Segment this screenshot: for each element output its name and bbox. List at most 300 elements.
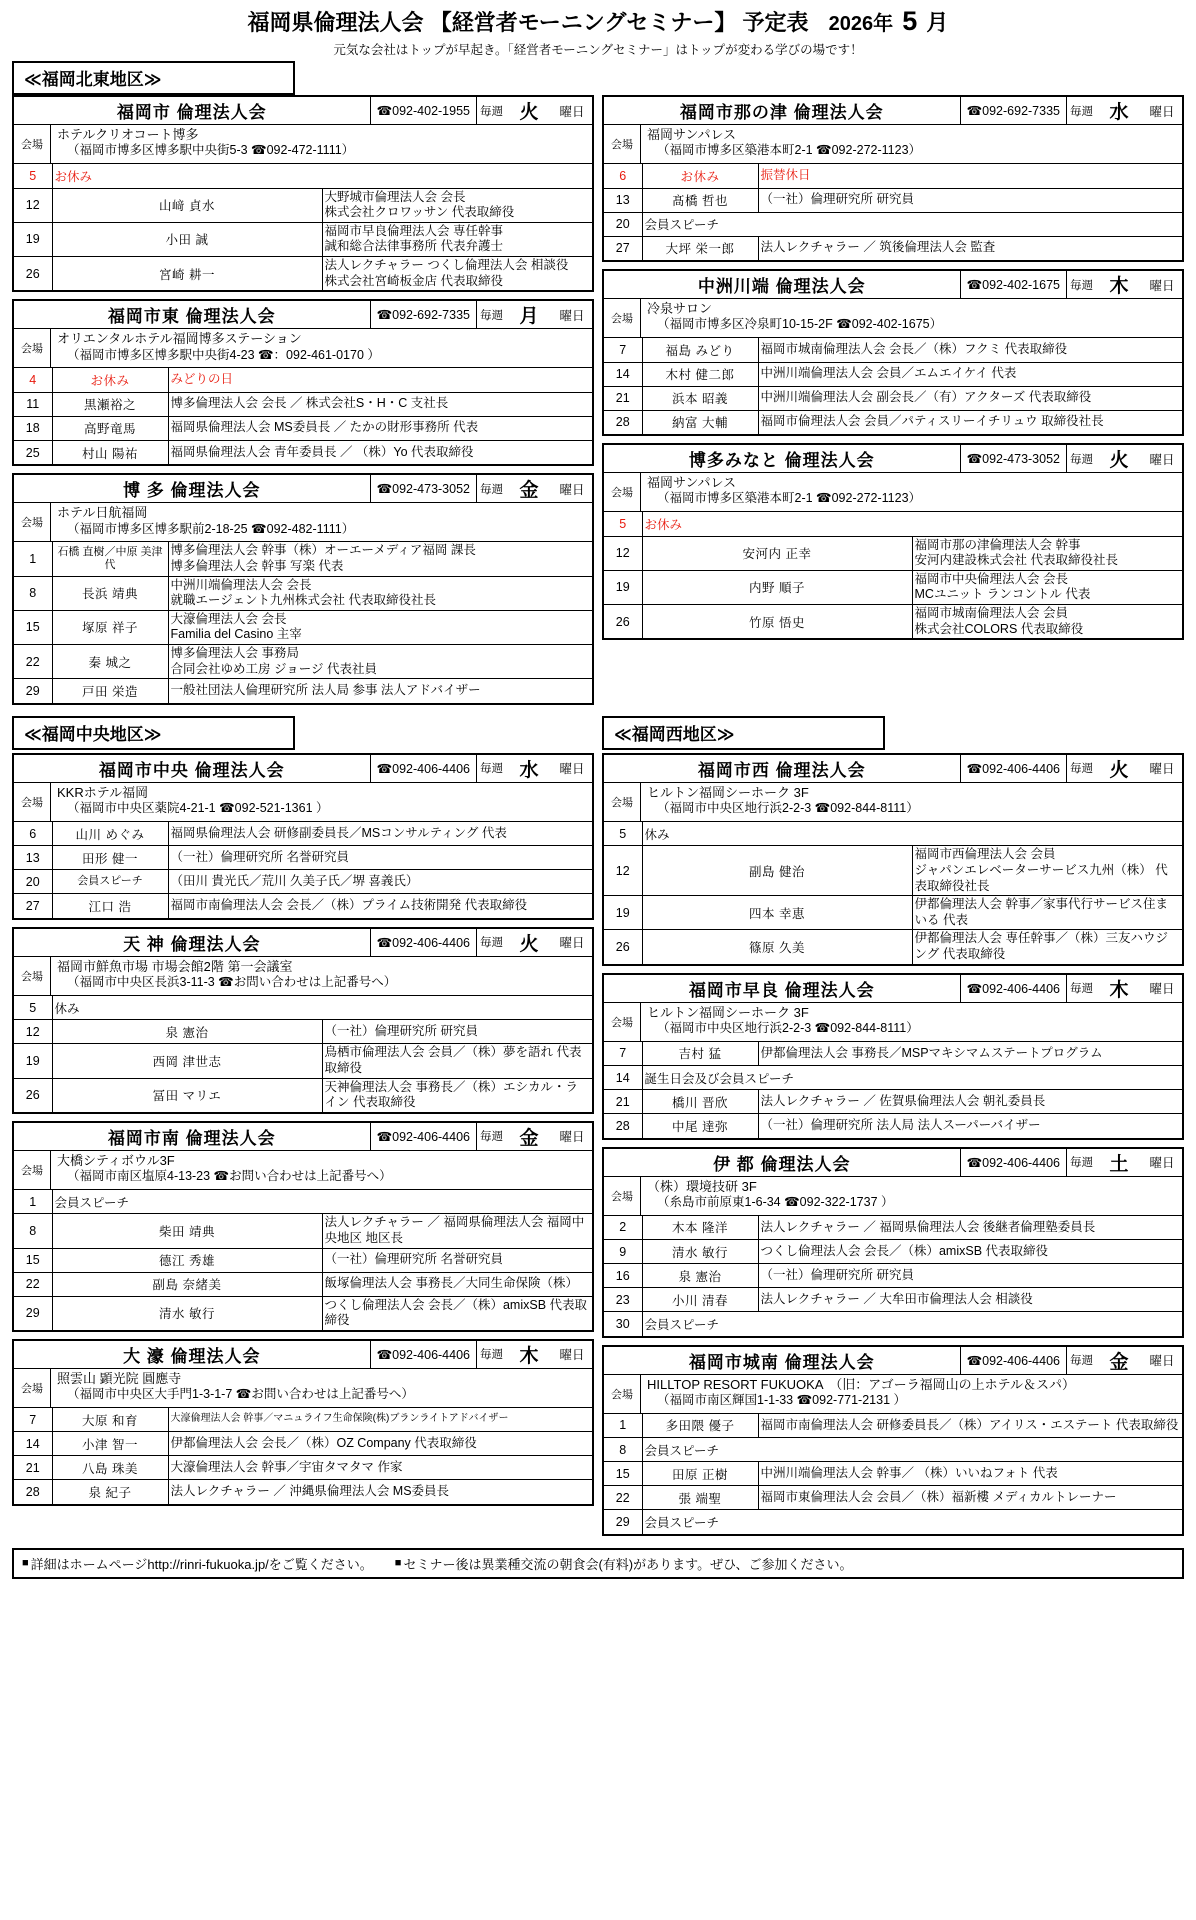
session-affiliation: 福岡市那の津倫理法人会 幹事 安河内建設株式会社 代表取締役社長	[912, 536, 1182, 570]
session-affiliation: 法人レクチャラー ／ 大牟田市倫理法人会 相談役	[758, 1288, 1182, 1312]
session-speaker: 誕生日会及び会員スピーチ	[642, 1066, 1182, 1090]
club-venue	[604, 1003, 1182, 1042]
schedule-table	[14, 1408, 592, 1504]
table-row	[14, 188, 592, 222]
session-speaker: 木本 隆洋	[642, 1216, 758, 1240]
session-date: 13	[604, 188, 642, 212]
club-phone[interactable]: ☎092-473-3052	[960, 445, 1066, 472]
table-row	[14, 1456, 592, 1480]
session-speaker: 副島 健治	[642, 846, 912, 896]
table-row	[14, 1272, 592, 1296]
club-weekday-label: 曜日	[1149, 1354, 1175, 1369]
club-name: 福岡市南 倫理法人会	[107, 1128, 276, 1148]
session-date: 11	[14, 392, 52, 416]
session-speaker: 四本 幸恵	[642, 896, 912, 930]
table-row	[604, 1510, 1182, 1534]
club-weekday-label: 曜日	[1149, 1156, 1175, 1171]
session-affiliation: 鳥栖市倫理法人会 会員／（株）夢を語れ 代表取締役	[322, 1044, 592, 1078]
club-weekday-label: 曜日	[1149, 278, 1175, 293]
session-date: 21	[14, 1456, 52, 1480]
session-date: 1	[14, 542, 52, 576]
session-affiliation: 博多倫理法人会 事務局 合同会社ゆめ工房 ジョージ 代表社員	[168, 645, 592, 679]
venue-label: 会場	[14, 503, 51, 541]
session-speaker: 冨田 マリエ	[52, 1078, 322, 1112]
session-affiliation: 福岡県倫理法人会 MS委員長 ／ たかの財形事務所 代表	[168, 416, 592, 440]
session-date: 15	[14, 610, 52, 644]
session-speaker: 長浜 靖典	[52, 576, 168, 610]
table-row	[14, 822, 592, 846]
session-date: 7	[604, 1042, 642, 1066]
session-affiliation: 福岡市南倫理法人会 研修委員長／（株）アイリス・エステート 代表取締役	[760, 1417, 1179, 1432]
venue-body	[51, 1369, 414, 1407]
club-name: 福岡市東 倫理法人会	[107, 307, 276, 327]
table-row	[14, 870, 592, 894]
session-speaker: お休み	[52, 368, 168, 392]
title-schedule: 予定表	[742, 10, 809, 35]
central-column	[12, 753, 594, 1543]
club-weekday-label: 曜日	[1149, 982, 1175, 997]
club-name: 福岡市西 倫理法人会	[697, 760, 866, 780]
club-name: 福岡市中央 倫理法人会	[98, 760, 285, 780]
club-phone[interactable]: ☎092-406-4406	[370, 755, 476, 782]
table-row	[604, 1240, 1182, 1264]
club-name: 中洲川端 倫理法人会	[697, 277, 866, 296]
table-row	[604, 338, 1182, 362]
session-date: 20	[14, 870, 52, 894]
club-name: 博多みなと 倫理法人会	[688, 451, 875, 470]
session-speaker: 会員スピーチ	[642, 1438, 1182, 1462]
session-speaker: 大坪 栄一郎	[642, 236, 758, 260]
table-row	[14, 1020, 592, 1044]
title-organization: 福岡県倫理法人会	[247, 10, 424, 35]
session-speaker: 休み	[644, 827, 670, 842]
footer-marker-1: ■	[22, 1557, 29, 1570]
club-frequency: 毎週	[1066, 1347, 1096, 1374]
table-row	[14, 222, 592, 256]
session-affiliation: 福岡市城南倫理法人会 会員 株式会社COLORS 代表取締役	[912, 605, 1182, 639]
club-weekday: 月	[519, 306, 539, 328]
venue-name: 照雲山 顕光院 圓應寺	[57, 1370, 182, 1386]
session-speaker: 多田隈 優子	[642, 1414, 758, 1438]
session-speaker: 山﨑 貞水	[52, 188, 322, 222]
club-block-jonan	[602, 1345, 1184, 1536]
club-phone[interactable]: ☎092-406-4406	[370, 929, 476, 956]
venue-name: 福岡サンパレス	[647, 127, 737, 142]
footer-website-note: 詳細はホームページhttp://rinri-fukuoka.jp/をご覧ください。	[30, 1556, 373, 1572]
session-affiliation: 飯塚倫理法人会 事務長／大同生命保険（株）	[322, 1272, 592, 1296]
session-affiliation: 中洲川端倫理法人会 会員／エムエイケイ 代表	[758, 362, 1182, 386]
club-venue	[14, 503, 592, 542]
document-header	[12, 6, 1184, 58]
schedule-table	[604, 338, 1182, 434]
session-affiliation: 天神倫理法人会 事務長／（株）エシカル・ライン 代表取締役	[322, 1078, 592, 1112]
northeast-section	[12, 95, 1184, 712]
session-date: 19	[604, 570, 642, 604]
table-row	[14, 392, 592, 416]
club-block-ohori	[12, 1339, 594, 1506]
session-date: 26	[14, 1078, 52, 1112]
club-weekday: 火	[1109, 450, 1129, 471]
region-banner-central-wrap	[12, 716, 594, 750]
venue-label: 会場	[604, 1003, 641, 1041]
schedule-table	[604, 1042, 1182, 1138]
club-block-sawara	[602, 973, 1184, 1140]
session-date: 23	[604, 1288, 642, 1312]
club-weekday: 金	[1109, 1351, 1129, 1373]
session-date: 14	[604, 1066, 642, 1090]
session-affiliation: 大濠倫理法人会 幹事／マニュライフ生命保険(株)ブランライトアドバイザー	[170, 1413, 509, 1425]
club-name: 福岡市 倫理法人会	[116, 103, 267, 122]
session-speaker: 石橋 直樹／中原 美津代	[52, 542, 168, 576]
club-block-nanotsu	[602, 95, 1184, 262]
venue-label: 会場	[14, 125, 51, 163]
session-speaker: 柴田 靖典	[52, 1214, 322, 1248]
session-date: 22	[14, 1272, 52, 1296]
club-weekday-label: 曜日	[559, 482, 585, 497]
session-affiliation: つくし倫理法人会 会長／（株）amixSB 代表取締役	[758, 1240, 1182, 1264]
session-speaker: お休み	[644, 517, 683, 532]
table-row	[604, 822, 1182, 846]
table-row	[14, 416, 592, 440]
club-name: 大 濠 倫理法人会	[123, 1346, 261, 1366]
session-speaker: 髙橋 哲也	[642, 188, 758, 212]
session-speaker: 副島 奈緒美	[52, 1272, 322, 1296]
club-phone[interactable]: ☎092-406-4406	[960, 975, 1066, 1002]
club-phone[interactable]: ☎092-402-1675	[960, 271, 1066, 298]
session-affiliation: （一社）倫理研究所 研究員	[758, 188, 1182, 212]
schedule-table	[14, 822, 592, 918]
session-affiliation: （一社）倫理研究所 法人局 法人スーパーバイザー	[758, 1114, 1182, 1138]
club-header	[14, 1123, 592, 1151]
club-frequency: 毎週	[476, 301, 506, 328]
session-affiliation: 振替休日	[760, 167, 811, 182]
club-venue	[604, 783, 1182, 822]
session-date: 21	[604, 1090, 642, 1114]
session-affiliation: 大濠倫理法人会 会長 Familia del Casino 主宰	[168, 610, 592, 644]
club-block-ito	[602, 1147, 1184, 1338]
region-banner-west: ≪福岡西地区≫	[602, 716, 885, 750]
club-name: 伊 都 倫理法人会	[713, 1154, 851, 1174]
table-row	[604, 846, 1182, 896]
title-seminar: 【経営者モーニングセミナー】	[429, 10, 737, 35]
table-row	[14, 1214, 592, 1248]
table-row	[14, 576, 592, 610]
session-speaker: 篠原 久美	[642, 930, 912, 964]
club-weekday: 木	[1109, 979, 1129, 1001]
table-row	[14, 1408, 592, 1432]
venue-label: 会場	[604, 125, 641, 163]
venue-label: 会場	[604, 783, 641, 821]
club-block-nakasukawabata	[602, 269, 1184, 436]
session-speaker: 大原 和育	[52, 1408, 168, 1432]
club-frequency: 毎週	[476, 97, 506, 124]
session-speaker: 塚原 祥子	[52, 610, 168, 644]
session-speaker: 小川 清春	[642, 1288, 758, 1312]
venue-body	[51, 125, 354, 163]
session-affiliation: 法人レクチャラー ／ 沖縄県倫理法人会 MS委員長	[168, 1480, 592, 1504]
table-row	[14, 846, 592, 870]
club-phone[interactable]: ☎092-692-7335	[370, 301, 476, 328]
club-name: 博 多 倫理法人会	[123, 481, 261, 501]
club-venue	[604, 1177, 1182, 1216]
venue-name: オリエンタルホテル福岡博多ステーション	[57, 331, 302, 347]
table-row	[604, 1066, 1182, 1090]
session-affiliation: 福岡市早良倫理法人会 専任幹事 誠和総合法律事務所 代表弁護士	[322, 222, 592, 256]
schedule-table	[604, 512, 1182, 638]
club-header	[14, 1341, 592, 1369]
club-header	[604, 1149, 1182, 1177]
club-weekday: 火	[519, 933, 539, 955]
club-venue	[604, 1375, 1182, 1414]
session-speaker: 德江 秀雄	[52, 1248, 322, 1272]
session-date: 7	[14, 1408, 52, 1432]
schedule-table	[14, 368, 592, 464]
venue-address: （福岡市中央区地行浜2-2-3 ☎092-844-8111）	[657, 1020, 919, 1035]
session-affiliation: 福岡市南倫理法人会 会長／（株）プライム技術開発 代表取締役	[168, 894, 592, 918]
session-date: 2	[604, 1216, 642, 1240]
northeast-right-column	[602, 95, 1184, 712]
session-affiliation: 大野城市倫理法人会 会長 株式会社クロワッサン 代表取締役	[322, 188, 592, 222]
table-row	[604, 410, 1182, 434]
session-affiliation: 福岡県倫理法人会 研修副委員長／MSコンサルティング 代表	[170, 825, 507, 840]
session-speaker: 泉 紀子	[52, 1480, 168, 1504]
session-date: 15	[604, 1462, 642, 1486]
table-row	[604, 164, 1182, 188]
club-phone[interactable]: ☎092-402-1955	[370, 97, 476, 124]
session-date: 22	[14, 645, 52, 679]
club-weekday-label: 曜日	[1149, 452, 1175, 467]
session-date: 1	[604, 1414, 642, 1438]
club-weekday-label: 曜日	[559, 308, 585, 323]
session-speaker: 清水 敏行	[52, 1296, 322, 1330]
venue-address: （福岡市中央区薬院4-21-1 ☎092-521-1361 ）	[67, 801, 329, 815]
venue-address: （福岡市博多区築港本町2-1 ☎092-272-1123）	[657, 143, 922, 158]
venue-name: ヒルトン福岡シーホーク 3F	[647, 784, 809, 800]
session-date: 22	[604, 1486, 642, 1510]
session-speaker: 会員スピーチ	[642, 1510, 1182, 1534]
schedule-table	[604, 1216, 1182, 1336]
venue-body	[51, 329, 380, 367]
club-block-fukuoka-chuo	[12, 753, 594, 920]
club-block-tenjin	[12, 927, 594, 1114]
club-phone[interactable]: ☎092-406-4406	[370, 1123, 476, 1150]
table-row	[604, 1042, 1182, 1066]
session-affiliation: 中洲川端倫理法人会 副会長／（有）アクターズ 代表取締役	[758, 386, 1182, 410]
venue-name: 福岡市鮮魚市場 市場会館2階 第一会議室	[57, 958, 293, 974]
club-phone[interactable]: ☎092-406-4406	[370, 1341, 476, 1368]
session-date: 13	[14, 846, 52, 870]
session-date: 29	[604, 1510, 642, 1534]
session-date: 30	[604, 1312, 642, 1336]
club-frequency: 毎週	[476, 929, 506, 956]
session-speaker: 休み	[54, 1001, 80, 1016]
page-title	[12, 6, 1184, 37]
session-speaker: 黒瀬裕之	[52, 392, 168, 416]
region-banner-row	[12, 716, 1184, 750]
table-row	[604, 512, 1182, 536]
club-weekday: 水	[1109, 102, 1129, 123]
session-date: 27	[604, 236, 642, 260]
session-date: 14	[604, 362, 642, 386]
session-affiliation: 大濠倫理法人会 幹事／宇宙タマタマ 作家	[168, 1456, 592, 1480]
venue-address: （福岡市博多区築港本町2-1 ☎092-272-1123）	[657, 491, 922, 506]
table-row	[604, 212, 1182, 236]
table-row	[14, 164, 592, 188]
venue-body	[51, 957, 396, 995]
session-date: 21	[604, 386, 642, 410]
club-phone[interactable]: ☎092-692-7335	[960, 97, 1066, 124]
session-date: 12	[604, 536, 642, 570]
club-block-fukuoka-shi	[12, 95, 594, 292]
session-date: 29	[14, 1296, 52, 1330]
venue-label: 会場	[604, 1177, 641, 1215]
club-weekday: 金	[519, 480, 539, 502]
session-date: 20	[604, 212, 642, 236]
region-banner-northeast-row	[12, 61, 1184, 95]
session-speaker: 田形 健一	[52, 846, 168, 870]
club-header	[14, 97, 592, 125]
session-date: 5	[604, 822, 642, 846]
session-date: 8	[14, 1214, 52, 1248]
session-speaker: 清水 敏行	[642, 1240, 758, 1264]
club-weekday: 金	[519, 1127, 539, 1149]
session-speaker: 納富 大輔	[642, 410, 758, 434]
table-row	[14, 1480, 592, 1504]
table-row	[604, 605, 1182, 639]
club-weekday: 水	[519, 759, 539, 781]
session-date: 28	[14, 1480, 52, 1504]
session-speaker: 会員スピーチ	[52, 870, 168, 894]
table-row	[604, 236, 1182, 260]
document-subtitle: 元気な会社はトップが早起き。「経営者モーニングセミナー」はトップが変わる学びの場です！	[333, 43, 863, 57]
session-affiliation: （田川 貴光氏／荒川 久美子氏／堺 喜義氏）	[168, 870, 592, 894]
session-affiliation: 伊都倫理法人会 専任幹事／（株）三友ハウジング 代表取締役	[912, 930, 1182, 964]
venue-body	[641, 1375, 1075, 1413]
session-affiliation: 福岡市倫理法人会 会員／パティスリーイチリュウ 取締役社長	[758, 410, 1182, 434]
venue-name: ホテル日航福岡	[57, 505, 148, 521]
club-block-hakata-minato	[602, 443, 1184, 640]
venue-label: 会場	[14, 1151, 51, 1189]
venue-body	[641, 299, 942, 337]
session-affiliation: みどりの日	[170, 372, 234, 387]
club-header	[14, 301, 592, 329]
table-row	[604, 1288, 1182, 1312]
venue-address: （福岡市中央区地行浜2-2-3 ☎092-844-8111）	[657, 801, 919, 815]
session-affiliation: （一社）倫理研究所 研究員	[758, 1264, 1182, 1288]
club-venue	[14, 1369, 592, 1408]
session-speaker: 小津 智一	[52, 1432, 168, 1456]
club-venue	[14, 125, 592, 164]
club-frequency: 毎週	[476, 1341, 506, 1368]
club-weekday: 木	[1109, 276, 1129, 297]
schedule-table	[14, 164, 592, 290]
venue-body	[51, 1151, 392, 1189]
club-weekday-label: 曜日	[559, 1130, 585, 1145]
club-venue	[604, 125, 1182, 164]
session-date: 4	[14, 368, 52, 392]
venue-body	[641, 1177, 894, 1215]
session-date: 18	[14, 416, 52, 440]
venue-address: （福岡市南区輝国1-1-33 ☎092-771-2131 ）	[657, 1392, 906, 1407]
session-affiliation: 伊都倫理法人会 会長／（株）OZ Company 代表取締役	[168, 1432, 592, 1456]
session-date: 28	[604, 410, 642, 434]
table-row	[604, 1264, 1182, 1288]
club-name: 福岡市那の津 倫理法人会	[679, 103, 884, 122]
club-header	[604, 755, 1182, 783]
session-date: 25	[14, 440, 52, 464]
session-date: 27	[14, 894, 52, 918]
table-row	[604, 1312, 1182, 1336]
session-speaker: お休み	[642, 164, 758, 188]
club-weekday: 火	[519, 102, 539, 123]
session-date: 19	[14, 222, 52, 256]
venue-label: 会場	[604, 473, 641, 511]
session-affiliation: 法人レクチャラー ／ 佐賀県倫理法人会 朝礼委員長	[758, 1090, 1182, 1114]
club-weekday-label: 曜日	[559, 762, 585, 777]
session-affiliation: 伊都倫理法人会 事務長／MSPマキシマムステートプログラム	[760, 1045, 1103, 1060]
session-date: 12	[604, 846, 642, 896]
session-speaker: 秦 城之	[52, 645, 168, 679]
club-phone[interactable]: ☎092-406-4406	[960, 1149, 1066, 1176]
venue-name: KKRホテル福岡	[57, 784, 149, 800]
venue-address: （福岡市中央区大手門1-3-1-7 ☎お問い合わせは上記番号へ）	[67, 1387, 414, 1401]
venue-address: （福岡市南区塩原4-13-23 ☎お問い合わせは上記番号へ）	[67, 1169, 392, 1183]
table-row	[14, 542, 592, 576]
session-date: 16	[604, 1264, 642, 1288]
session-date: 29	[14, 679, 52, 703]
session-affiliation: 法人レクチャラー ／ 福岡県倫理法人会 福岡中央地区 地区長	[322, 1214, 592, 1248]
venue-name: HILLTOP RESORT FUKUOKA （旧：アゴーラ福岡山の上ホテル＆スパ）	[647, 1376, 1075, 1392]
club-phone[interactable]: ☎092-473-3052	[370, 475, 476, 502]
session-date: 12	[14, 188, 52, 222]
session-speaker: 中尾 達弥	[642, 1114, 758, 1138]
session-affiliation: （一社）倫理研究所 研究員	[322, 1020, 592, 1044]
venue-body	[51, 503, 354, 541]
footer-breakfast-note: セミナー後は異業種交流の朝食会(有料)があります。ぜひ、ご参加ください。	[403, 1556, 853, 1572]
table-row	[14, 894, 592, 918]
central-west-section	[12, 753, 1184, 1543]
venue-body	[641, 783, 919, 821]
club-weekday-label: 曜日	[559, 936, 585, 951]
venue-body	[641, 473, 921, 511]
club-block-fukuoka-higashi	[12, 299, 594, 466]
session-date: 8	[604, 1438, 642, 1462]
venue-name: 福岡サンパレス	[647, 475, 737, 490]
session-date: 8	[14, 576, 52, 610]
club-frequency: 毎週	[476, 475, 506, 502]
club-phone[interactable]: ☎092-406-4406	[960, 1347, 1066, 1374]
session-date: 15	[14, 1248, 52, 1272]
club-block-hakata	[12, 473, 594, 705]
club-name: 天 神 倫理法人会	[123, 934, 261, 954]
club-header	[14, 755, 592, 783]
table-row	[604, 1462, 1182, 1486]
club-phone[interactable]: ☎092-406-4406	[960, 755, 1066, 782]
session-affiliation: 博多倫理法人会 会長 ／ 株式会社S・H・C 支社長	[168, 392, 592, 416]
club-venue	[14, 1151, 592, 1190]
table-row	[604, 1414, 1182, 1438]
table-row	[14, 1296, 592, 1330]
venue-address: （福岡市博多区博多駅中央街4-23 ☎：092-461-0170 ）	[67, 347, 380, 362]
schedule-table	[14, 1190, 592, 1330]
table-row	[14, 645, 592, 679]
session-speaker: 西岡 津世志	[52, 1044, 322, 1078]
club-frequency: 毎週	[476, 1123, 506, 1150]
session-date: 19	[604, 896, 642, 930]
club-venue	[14, 957, 592, 996]
session-speaker: 吉村 猛	[642, 1042, 758, 1066]
table-row	[604, 1486, 1182, 1510]
